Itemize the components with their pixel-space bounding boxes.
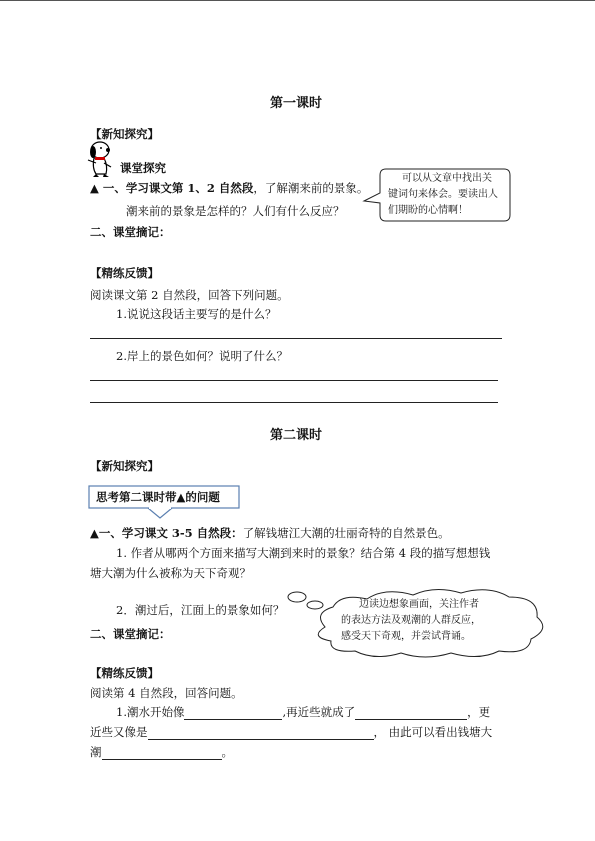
lesson2-question-1-line1: 1. 作者从哪两个方面来描写大潮到来时的景象？结合第 4 段的描写想想钱 [116,546,491,560]
fill-text: 近些又像是 [90,725,148,739]
think-box-text: 思考第二课时带▲的问题 [96,490,220,504]
fill-text: 潮 [90,745,102,759]
mascot-label: 课堂探究 [120,161,166,175]
fill-text: 。 [221,745,233,759]
lesson1-title: 第一课时 [270,96,323,111]
task1-rest: 了解钱塘江大潮的壮丽奇特的自然景色。 [242,526,450,540]
lesson2-new-knowledge-header: 【新知探究】 [90,459,159,473]
fill-text: ，更 [467,705,491,719]
cloud-line-3: 感受天下奇观，并尝试背诵。 [341,631,471,642]
lesson2-question-1-line2: 塘大潮为什么被称为天下奇观？ [90,566,251,580]
lesson1-new-knowledge-header: 【新知探究】 [90,127,159,141]
task1-bold: 学习课文第 1、2 自然段 [125,181,254,195]
fill-blank-line-2 [90,724,492,740]
answer-line[interactable] [90,338,502,339]
cloud-line-1: 边读边想象画面，关注作者 [359,599,479,610]
task1-bold: 学习课文 3-5 自然段： [121,526,243,540]
page-top-rule [0,0,595,1]
lesson1-task1 [90,180,368,196]
think-callout-box [88,485,240,519]
tip-speech-bubble [362,165,512,225]
cloud-line-2: 的表达方法及观潮的人群反应， [341,615,481,626]
bubble-line-1: 可以从文章中找出关 [402,173,492,184]
lesson2-notes-header: 二、课堂摘记： [90,627,171,641]
snoopy-icon [80,140,116,178]
fill-blank[interactable] [184,706,282,720]
fill-blank-line-1 [116,704,490,720]
fill-blank[interactable] [102,746,222,760]
lesson2-practice-header: 【精练反馈】 [90,666,159,680]
answer-line[interactable] [90,380,498,381]
answer-line[interactable] [90,402,498,403]
bubble-line-2: 键词句来体会。要读出人 [388,189,498,200]
fill-text: 1.潮水开始像 [116,705,185,719]
lesson1-question-2: 2.岸上的景色如何？说明了什么？ [116,349,288,363]
lesson1-question-1: 1.说说这段话主要写的是什么？ [116,307,277,321]
bubble-line-3: 们期盼的心情啊！ [388,205,468,216]
tip-thought-cloud [285,585,553,660]
lesson1-notes-header: 二、课堂摘记： [90,225,171,239]
task1-prefix: ▲ 一、 [90,181,126,195]
lesson2-practice-intro: 阅读第 4 自然段，回答问题。 [90,686,243,700]
lesson2-title: 第二课时 [270,428,323,443]
fill-blank-line-3 [90,744,233,760]
fill-blank[interactable] [148,726,374,740]
task1-prefix: ▲一、 [90,526,122,540]
lesson2-task1 [90,525,450,541]
fill-text: ， 由此可以看出钱塘大 [373,725,493,739]
task1-rest: ，了解潮来前的景象。 [253,181,369,195]
lesson2-question-2: 2．潮过后，江面上的景象如何？ [116,603,285,617]
fill-text: ,再近些就成了 [282,705,356,719]
lesson1-task1-question: 潮来前的景象是怎样的？人们有什么反应？ [126,204,345,218]
lesson1-practice-header: 【精练反馈】 [90,266,159,280]
fill-blank[interactable] [355,706,467,720]
lesson1-practice-intro: 阅读课文第 2 自然段，回答下列问题。 [90,288,289,302]
